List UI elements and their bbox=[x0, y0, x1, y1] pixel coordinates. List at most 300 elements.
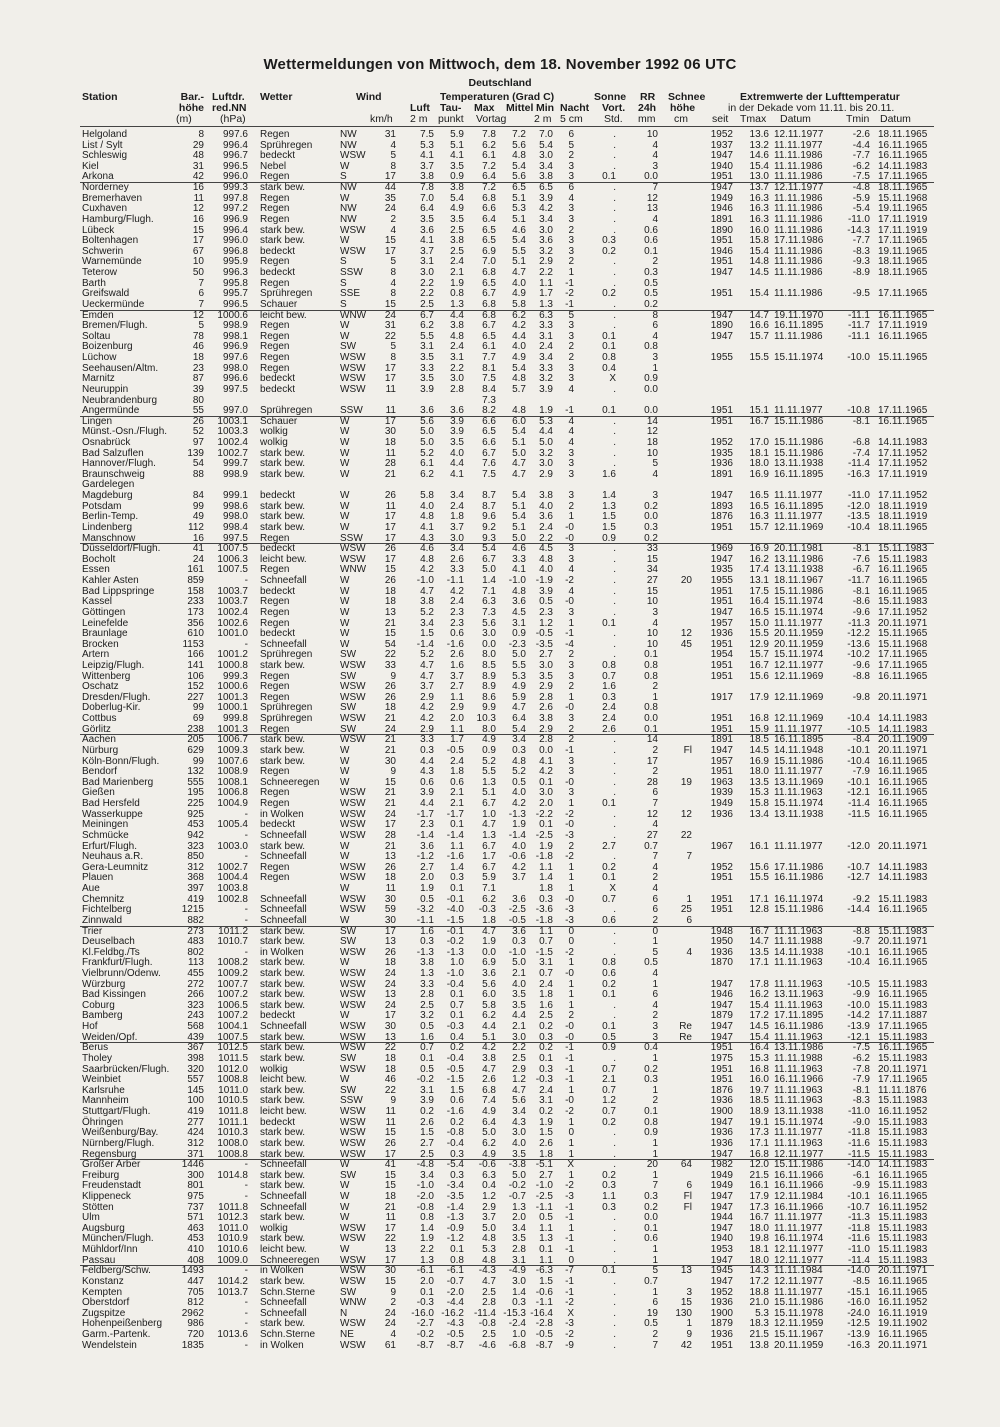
cell-mittel: 4.4 bbox=[512, 330, 526, 342]
cell-windrichtung: NW bbox=[340, 213, 357, 225]
cell-max: 1.0 bbox=[482, 808, 496, 820]
cell-tmax: 17.3 bbox=[749, 1201, 769, 1213]
cell-taupunkt: -0.1 bbox=[446, 925, 464, 937]
cell-rr: 4 bbox=[652, 139, 658, 151]
cell-tmin: -10.1 bbox=[847, 1191, 870, 1202]
cell-tmin-datum: 17.11.1952 bbox=[878, 458, 928, 470]
cell-barhoehe: 397 bbox=[187, 883, 204, 895]
cell-nacht: 3 bbox=[568, 660, 574, 671]
cell-windgeschw: 5 bbox=[390, 341, 396, 353]
cell-mittel: 5.1 bbox=[512, 436, 526, 448]
cell-luftdruck: - bbox=[244, 1159, 248, 1171]
cell-tmax: 15.8 bbox=[749, 798, 769, 810]
cell-rr: 1 bbox=[652, 1148, 658, 1160]
table-row bbox=[0, 470, 1000, 480]
cell-max: 6.0 bbox=[482, 989, 496, 1001]
cell-tmax: 12.9 bbox=[749, 638, 769, 650]
cell-sonne: . bbox=[613, 1137, 616, 1149]
cell-tmax: 15.6 bbox=[749, 670, 769, 682]
cell-wetter: stark bew. bbox=[260, 999, 306, 1011]
cell-mittel: 5.9 bbox=[512, 691, 526, 703]
cell-tmin: -11.8 bbox=[847, 1127, 870, 1139]
cell-tmax: 18.9 bbox=[749, 1106, 769, 1118]
cell-barhoehe: 273 bbox=[187, 925, 204, 937]
cell-rr: 1 bbox=[652, 936, 658, 948]
cell-nacht: 1 bbox=[568, 978, 574, 990]
header-seit: seit bbox=[712, 113, 729, 125]
cell-rr: 0.5 bbox=[644, 277, 658, 289]
cell-station: Zinnwald bbox=[82, 914, 123, 926]
cell-taupunkt: 1.1 bbox=[450, 691, 464, 703]
table-row bbox=[0, 215, 1000, 225]
cell-windgeschw: 18 bbox=[384, 702, 396, 714]
cell-max: 7.0 bbox=[482, 256, 496, 268]
cell-nacht: 6 bbox=[568, 182, 574, 194]
cell-tmin-datum: 16.11.1965 bbox=[878, 1286, 928, 1298]
cell-rr: 14 bbox=[646, 734, 658, 746]
cell-rr: 4 bbox=[652, 883, 658, 895]
cell-nacht: 1 bbox=[568, 1222, 574, 1234]
cell-nacht: 4 bbox=[568, 426, 574, 438]
cell-max: 5.2 bbox=[482, 755, 496, 767]
cell-tmax-datum: 12.11.1969 bbox=[774, 713, 824, 725]
cell-rr: 12 bbox=[646, 192, 658, 204]
cell-tmax: 17.1 bbox=[749, 957, 769, 969]
cell-station: Kassel bbox=[82, 596, 113, 608]
cell-luft: 4.1 bbox=[420, 521, 434, 533]
cell-nacht: 1 bbox=[568, 1084, 574, 1096]
cell-luftdruck: 996.7 bbox=[222, 150, 248, 162]
cell-windgeschw: 15 bbox=[384, 1169, 396, 1181]
cell-sonne: 2.7 bbox=[602, 840, 616, 852]
cell-windrichtung: WSW bbox=[340, 1222, 366, 1234]
cell-rr: 4 bbox=[652, 468, 658, 480]
cell-schnee: 12 bbox=[680, 808, 692, 820]
table-row bbox=[0, 236, 1000, 246]
table-row bbox=[0, 512, 1000, 522]
cell-min: 1.1 bbox=[539, 277, 553, 289]
cell-tmax-datum: 11.11.1986 bbox=[774, 288, 823, 300]
cell-tmin-datum: 16.11.1965 bbox=[878, 309, 928, 321]
cell-barhoehe: 166 bbox=[187, 649, 204, 661]
cell-windgeschw: 22 bbox=[384, 330, 396, 342]
cell-tmax-datum: 13.11.1986 bbox=[774, 553, 824, 565]
cell-station: Bad Lippspringe bbox=[82, 585, 155, 597]
cell-windrichtung: SSW bbox=[340, 1095, 363, 1107]
cell-rr: 17 bbox=[646, 755, 658, 767]
cell-mittel: 3.5 bbox=[512, 999, 526, 1011]
cell-taupunkt: 0.3 bbox=[450, 1148, 464, 1160]
cell-seit: 1935 bbox=[710, 447, 733, 459]
cell-nacht: -3 bbox=[565, 829, 574, 841]
cell-luftdruck: 1007.5 bbox=[217, 1031, 248, 1043]
cell-tmax: 14.5 bbox=[749, 1021, 769, 1033]
cell-tmax: 13.5 bbox=[749, 776, 769, 788]
cell-windgeschw: 8 bbox=[390, 160, 396, 172]
cell-mittel: 3.5 bbox=[512, 1233, 526, 1245]
cell-station: Oberstdorf bbox=[82, 1297, 130, 1309]
cell-rr: 0.3 bbox=[644, 1191, 658, 1202]
cell-wetter: stark bew. bbox=[260, 1318, 306, 1330]
cell-wetter: Schneefall bbox=[260, 904, 307, 916]
cell-luftdruck: 997.8 bbox=[222, 192, 248, 204]
cell-seit: 1955 bbox=[710, 575, 733, 587]
cell-luft: 2.9 bbox=[420, 691, 434, 703]
cell-tmin: -7.9 bbox=[852, 766, 870, 778]
cell-rr: 1 bbox=[652, 1244, 658, 1256]
cell-rr: 12 bbox=[646, 426, 658, 438]
cell-tmax: 17.8 bbox=[749, 978, 769, 990]
cell-wetter: Sprühregen bbox=[260, 405, 313, 417]
cell-luft: 1.3 bbox=[420, 967, 434, 979]
cell-windrichtung: WSW bbox=[340, 352, 366, 364]
cell-windgeschw: 21 bbox=[384, 617, 396, 629]
cell-mittel: 2.5 bbox=[512, 1052, 526, 1064]
cell-sonne: 0.5 bbox=[602, 1031, 616, 1043]
cell-seit: 1947 bbox=[710, 1148, 733, 1160]
cell-luft: 6.2 bbox=[420, 468, 434, 480]
cell-tmax: 12.8 bbox=[749, 904, 769, 916]
cell-mittel: 4.7 bbox=[512, 702, 526, 714]
cell-wetter: wolkig bbox=[260, 1222, 288, 1234]
table-row bbox=[0, 799, 1000, 809]
cell-tmin-datum: 14.11.1983 bbox=[878, 1159, 928, 1171]
cell-windgeschw: 9 bbox=[390, 1286, 396, 1298]
cell-barhoehe: 26 bbox=[192, 415, 204, 427]
cell-max: 4.9 bbox=[482, 734, 496, 746]
cell-barhoehe: 942 bbox=[187, 829, 204, 841]
cell-rr: 2 bbox=[652, 1095, 658, 1107]
cell-tmin-datum: 15.11.1983 bbox=[878, 1052, 928, 1064]
cell-barhoehe: 801 bbox=[187, 1180, 204, 1192]
cell-mittel: 4.0 bbox=[512, 1137, 526, 1149]
cell-windgeschw: 21 bbox=[384, 468, 396, 480]
cell-rr: 0.2 bbox=[644, 532, 658, 544]
cell-tmin: -9.6 bbox=[852, 606, 870, 618]
table-row bbox=[0, 438, 1000, 448]
cell-taupunkt: 3.0 bbox=[450, 373, 464, 385]
cell-luftdruck: 996.4 bbox=[222, 139, 248, 151]
cell-wetter: stark bew. bbox=[260, 957, 306, 969]
cell-tmin: -11.3 bbox=[847, 617, 870, 629]
cell-luftdruck: 1001.2 bbox=[217, 649, 248, 661]
cell-tmax: 16.7 bbox=[749, 1212, 769, 1224]
cell-max: 5.0 bbox=[482, 1222, 496, 1234]
cell-max: 9.9 bbox=[482, 702, 496, 714]
cell-tmax-datum: 17.11.1986 bbox=[774, 235, 824, 247]
header-schnee: Schnee bbox=[668, 91, 706, 103]
cell-tmin: -8.3 bbox=[852, 1095, 870, 1107]
cell-nacht: 1 bbox=[568, 267, 574, 279]
cell-nacht: 2 bbox=[568, 681, 574, 693]
cell-tmin: -5.4 bbox=[852, 203, 870, 215]
cell-min: 3.8 bbox=[539, 713, 553, 725]
cell-rr: 1 bbox=[652, 1169, 658, 1181]
cell-station: Bad Kissingen bbox=[82, 989, 146, 1001]
cell-wetter: Schneefall bbox=[260, 638, 307, 650]
cell-station: Plauen bbox=[82, 872, 114, 884]
cell-taupunkt: -0.5 bbox=[446, 1063, 464, 1075]
cell-tmin-datum: 17.11.1919 bbox=[878, 213, 928, 225]
cell-station: Braunschweig bbox=[82, 468, 145, 480]
cell-max: 7.1 bbox=[482, 883, 496, 895]
cell-min: 3.0 bbox=[539, 150, 553, 162]
cell-luftdruck: 998.0 bbox=[222, 511, 248, 523]
cell-min: 1.8 bbox=[539, 989, 553, 1001]
cell-seit: 1935 bbox=[710, 564, 733, 576]
cell-min: 4.2 bbox=[539, 766, 553, 778]
cell-station: Tholey bbox=[82, 1052, 113, 1064]
cell-tmax: 18.8 bbox=[749, 1286, 769, 1298]
cell-luftdruck: 1010.5 bbox=[217, 1095, 248, 1107]
cell-mittel: 6.0 bbox=[512, 415, 526, 427]
cell-barhoehe: 55 bbox=[192, 405, 204, 417]
cell-windgeschw: 11 bbox=[385, 1116, 396, 1128]
cell-tmax-datum: 11.11.1977 bbox=[774, 617, 823, 629]
cell-min: 2.5 bbox=[539, 1010, 553, 1022]
cell-max: 5.8 bbox=[482, 999, 496, 1011]
cell-luft: 0.1 bbox=[420, 1286, 434, 1298]
cell-tmin: -10.4 bbox=[847, 713, 870, 725]
cell-min: 2.7 bbox=[539, 649, 553, 661]
cell-tmin-datum: 15.11.1983 bbox=[878, 1031, 928, 1043]
cell-tmin-datum: 15.11.1983 bbox=[878, 1127, 928, 1139]
cell-seit: 1879 bbox=[710, 1318, 733, 1330]
table-row bbox=[0, 682, 1000, 692]
header-nacht-5cm: 5 cm bbox=[560, 113, 583, 125]
cell-tmin-datum: 16.11.1965 bbox=[878, 957, 928, 969]
table-row bbox=[0, 1139, 1000, 1149]
cell-rr: 0.1 bbox=[644, 245, 658, 257]
cell-luft: 5.5 bbox=[420, 330, 434, 342]
cell-taupunkt: 0.3 bbox=[450, 872, 464, 884]
cell-luft: 1.9 bbox=[420, 1233, 434, 1245]
header-luft-2m: 2 m bbox=[410, 113, 428, 125]
cell-windgeschw: 30 bbox=[384, 893, 396, 905]
cell-luft: -1.0 bbox=[416, 1180, 434, 1192]
cell-min: 3.9 bbox=[539, 383, 553, 395]
cell-max: 5.5 bbox=[482, 766, 496, 778]
cell-station: Weinbiet bbox=[82, 1074, 121, 1086]
cell-tmin: -9.8 bbox=[852, 691, 870, 703]
cell-wetter: stark bew. bbox=[260, 989, 306, 1001]
cell-sonne: 0.1 bbox=[602, 341, 616, 353]
cell-tmin: -9.5 bbox=[852, 288, 870, 300]
cell-min: -1.0 bbox=[535, 1180, 553, 1192]
cell-sonne: . bbox=[613, 946, 616, 958]
cell-sonne: 0.2 bbox=[602, 1116, 616, 1128]
cell-wetter: Schn.Sterne bbox=[260, 1329, 316, 1341]
cell-sonne: 2.4 bbox=[602, 702, 616, 714]
cell-sonne: 1.4 bbox=[602, 490, 616, 502]
cell-tmax: 13.0 bbox=[749, 171, 769, 183]
cell-tmax: 14.5 bbox=[749, 744, 769, 756]
cell-mittel: 3.3 bbox=[512, 553, 526, 565]
cell-barhoehe: 300 bbox=[187, 1169, 204, 1181]
cell-windrichtung: SW bbox=[340, 670, 357, 682]
cell-station: Schwerin bbox=[82, 245, 124, 257]
cell-rr: 4 bbox=[652, 617, 658, 629]
cell-windrichtung: WSW bbox=[340, 553, 366, 565]
cell-mittel: 6.2 bbox=[512, 309, 526, 321]
cell-wetter: Schneefall bbox=[260, 1191, 307, 1202]
cell-tmin-datum: 17.11.1919 bbox=[878, 224, 928, 236]
cell-tmax: 13.8 bbox=[749, 1339, 769, 1351]
cell-luft: 0.7 bbox=[420, 1042, 434, 1054]
cell-wetter: Sprühregen bbox=[260, 713, 313, 725]
cell-taupunkt: -4.4 bbox=[446, 1297, 464, 1309]
cell-nacht: -1 bbox=[565, 1212, 574, 1224]
cell-seit: 1949 bbox=[710, 1180, 733, 1192]
group-divider bbox=[80, 1159, 934, 1160]
cell-seit: 1945 bbox=[710, 1265, 733, 1277]
cell-rr: 2 bbox=[652, 744, 658, 756]
cell-luft: 3.9 bbox=[420, 383, 434, 395]
cell-tmin-datum: 20.11.1971 bbox=[878, 840, 928, 852]
cell-max: 6.8 bbox=[482, 1084, 496, 1096]
cell-min: 3.0 bbox=[539, 458, 553, 470]
cell-windrichtung: WSW bbox=[340, 1265, 366, 1277]
cell-luftdruck: 1007.5 bbox=[217, 543, 248, 555]
cell-luft: 4.7 bbox=[420, 585, 434, 597]
cell-taupunkt: -5.4 bbox=[446, 1159, 464, 1171]
cell-station: Oschatz bbox=[82, 681, 119, 693]
header-luftdruck-1: Luftdr. bbox=[212, 91, 245, 103]
cell-tmax-datum: 15.11.1986 bbox=[774, 755, 824, 767]
table-row bbox=[0, 757, 1000, 767]
cell-station: Ulm bbox=[82, 1212, 100, 1224]
cell-min: 0.1 bbox=[539, 1244, 553, 1256]
cell-nacht: 2 bbox=[568, 1010, 574, 1022]
cell-tmax-datum: 12.11.1959 bbox=[774, 1318, 824, 1330]
cell-tmax: 13.7 bbox=[749, 182, 769, 194]
cell-seit: 1947 bbox=[710, 1222, 733, 1234]
cell-taupunkt: 3.3 bbox=[450, 564, 464, 576]
cell-seit: 1876 bbox=[710, 511, 733, 523]
cell-windrichtung: NW bbox=[340, 129, 357, 140]
cell-tmax-datum: 12.11.1969 bbox=[774, 670, 824, 682]
cell-windrichtung: W bbox=[340, 840, 350, 852]
cell-tmin: -7.4 bbox=[852, 447, 870, 459]
cell-station: Trier bbox=[82, 925, 103, 937]
cell-barhoehe: 408 bbox=[187, 1254, 204, 1266]
cell-tmin-datum: 16.11.1965 bbox=[878, 1042, 928, 1054]
cell-wetter: bedeckt bbox=[260, 267, 296, 279]
cell-mittel: 1.4 bbox=[512, 1286, 526, 1298]
cell-rr: 0.8 bbox=[644, 702, 658, 714]
cell-station: Warnemünde bbox=[82, 256, 142, 268]
cell-station: Meiningen bbox=[82, 819, 129, 831]
cell-mittel: 5.6 bbox=[512, 139, 526, 151]
cell-tmax-datum: 16.11.1895 bbox=[774, 468, 824, 480]
cell-taupunkt: 2.1 bbox=[450, 798, 464, 810]
cell-max: 8.2 bbox=[482, 405, 496, 417]
cell-min: 0.5 bbox=[539, 596, 553, 608]
cell-taupunkt: 2.7 bbox=[450, 681, 464, 693]
cell-nacht: -1 bbox=[565, 298, 574, 310]
cell-tmin: -10.1 bbox=[847, 776, 870, 788]
cell-sonne: . bbox=[613, 649, 616, 661]
cell-barhoehe: 99 bbox=[192, 702, 204, 714]
cell-barhoehe: 243 bbox=[187, 1010, 204, 1022]
cell-min: -2.5 bbox=[535, 829, 553, 841]
cell-nacht: 3 bbox=[568, 245, 574, 257]
table-row bbox=[0, 321, 1000, 331]
cell-mittel: 3.0 bbox=[512, 1031, 526, 1043]
cell-tmax-datum: 15.11.1967 bbox=[774, 1329, 824, 1341]
cell-sonne: . bbox=[613, 585, 616, 597]
cell-windgeschw: 8 bbox=[390, 267, 396, 279]
cell-max: 8.5 bbox=[482, 660, 496, 671]
cell-taupunkt: -3.5 bbox=[446, 1191, 464, 1202]
cell-wetter: Regen bbox=[260, 277, 290, 289]
cell-sonne: . bbox=[613, 213, 616, 225]
cell-min: -0.6 bbox=[535, 1286, 553, 1298]
cell-windgeschw: 11 bbox=[385, 383, 396, 395]
cell-windgeschw: 41 bbox=[384, 1159, 396, 1171]
cell-tmax-datum: 11.11.1963 bbox=[774, 925, 823, 937]
table-row bbox=[0, 1213, 1000, 1223]
cell-nacht: -2 bbox=[565, 946, 574, 958]
header-tmax: Tmax bbox=[740, 113, 767, 125]
cell-seit: 1946 bbox=[710, 245, 733, 257]
cell-rr: 15 bbox=[646, 585, 658, 597]
cell-tmax-datum: 16.11.1966 bbox=[774, 1180, 824, 1192]
cell-schnee: 20 bbox=[680, 575, 692, 587]
cell-mittel: 4.0 bbox=[512, 277, 526, 289]
cell-luftdruck: 999.7 bbox=[222, 458, 248, 470]
cell-tmax-datum: 11.11.1977 bbox=[774, 840, 823, 852]
cell-rr: 7 bbox=[652, 798, 658, 810]
cell-luftdruck: 1008.8 bbox=[217, 1074, 248, 1086]
cell-tmin: -8.3 bbox=[852, 245, 870, 257]
cell-windrichtung: WSW bbox=[340, 1233, 366, 1245]
cell-sonne: . bbox=[613, 224, 616, 236]
cell-max: 1.9 bbox=[482, 936, 496, 948]
cell-sonne: . bbox=[613, 766, 616, 778]
cell-wetter: Regen bbox=[260, 171, 290, 183]
cell-rr: 10 bbox=[646, 638, 658, 650]
cell-nacht: 3 bbox=[568, 543, 574, 555]
cell-tmin: -13.6 bbox=[847, 638, 870, 650]
cell-mittel: 5.6 bbox=[512, 171, 526, 183]
cell-wetter: stark bew. bbox=[260, 1042, 306, 1054]
cell-barhoehe: 8 bbox=[198, 129, 204, 140]
cell-windrichtung: SW bbox=[340, 1052, 357, 1064]
cell-luftdruck: 996.0 bbox=[222, 171, 248, 183]
cell-tmin: -10.1 bbox=[847, 744, 870, 756]
cell-rr: 0.9 bbox=[644, 1127, 658, 1139]
cell-tmin-datum: 15.11.1983 bbox=[878, 1244, 928, 1256]
cell-station: Schmücke bbox=[82, 829, 129, 841]
cell-tmin: -9.7 bbox=[852, 936, 870, 948]
cell-tmin: -11.5 bbox=[847, 808, 870, 820]
cell-max: 5.9 bbox=[482, 872, 496, 884]
cell-windgeschw: 17 bbox=[384, 819, 396, 831]
cell-rr: 18 bbox=[646, 436, 658, 448]
cell-nacht: -1 bbox=[565, 405, 574, 417]
cell-tmin: -5.9 bbox=[852, 192, 870, 204]
cell-tmin-datum: 17.11.1952 bbox=[878, 490, 928, 502]
cell-seit: 1947 bbox=[710, 978, 733, 990]
cell-station: Coburg bbox=[82, 999, 115, 1011]
cell-mittel: 2.0 bbox=[512, 1212, 526, 1224]
cell-luftdruck: 1000.6 bbox=[217, 309, 248, 321]
cell-station: Würzburg bbox=[82, 978, 126, 990]
table-row bbox=[0, 247, 1000, 257]
cell-luftdruck: 996.9 bbox=[222, 213, 248, 225]
cell-tmax-datum: 11.11.1963 bbox=[774, 978, 823, 990]
